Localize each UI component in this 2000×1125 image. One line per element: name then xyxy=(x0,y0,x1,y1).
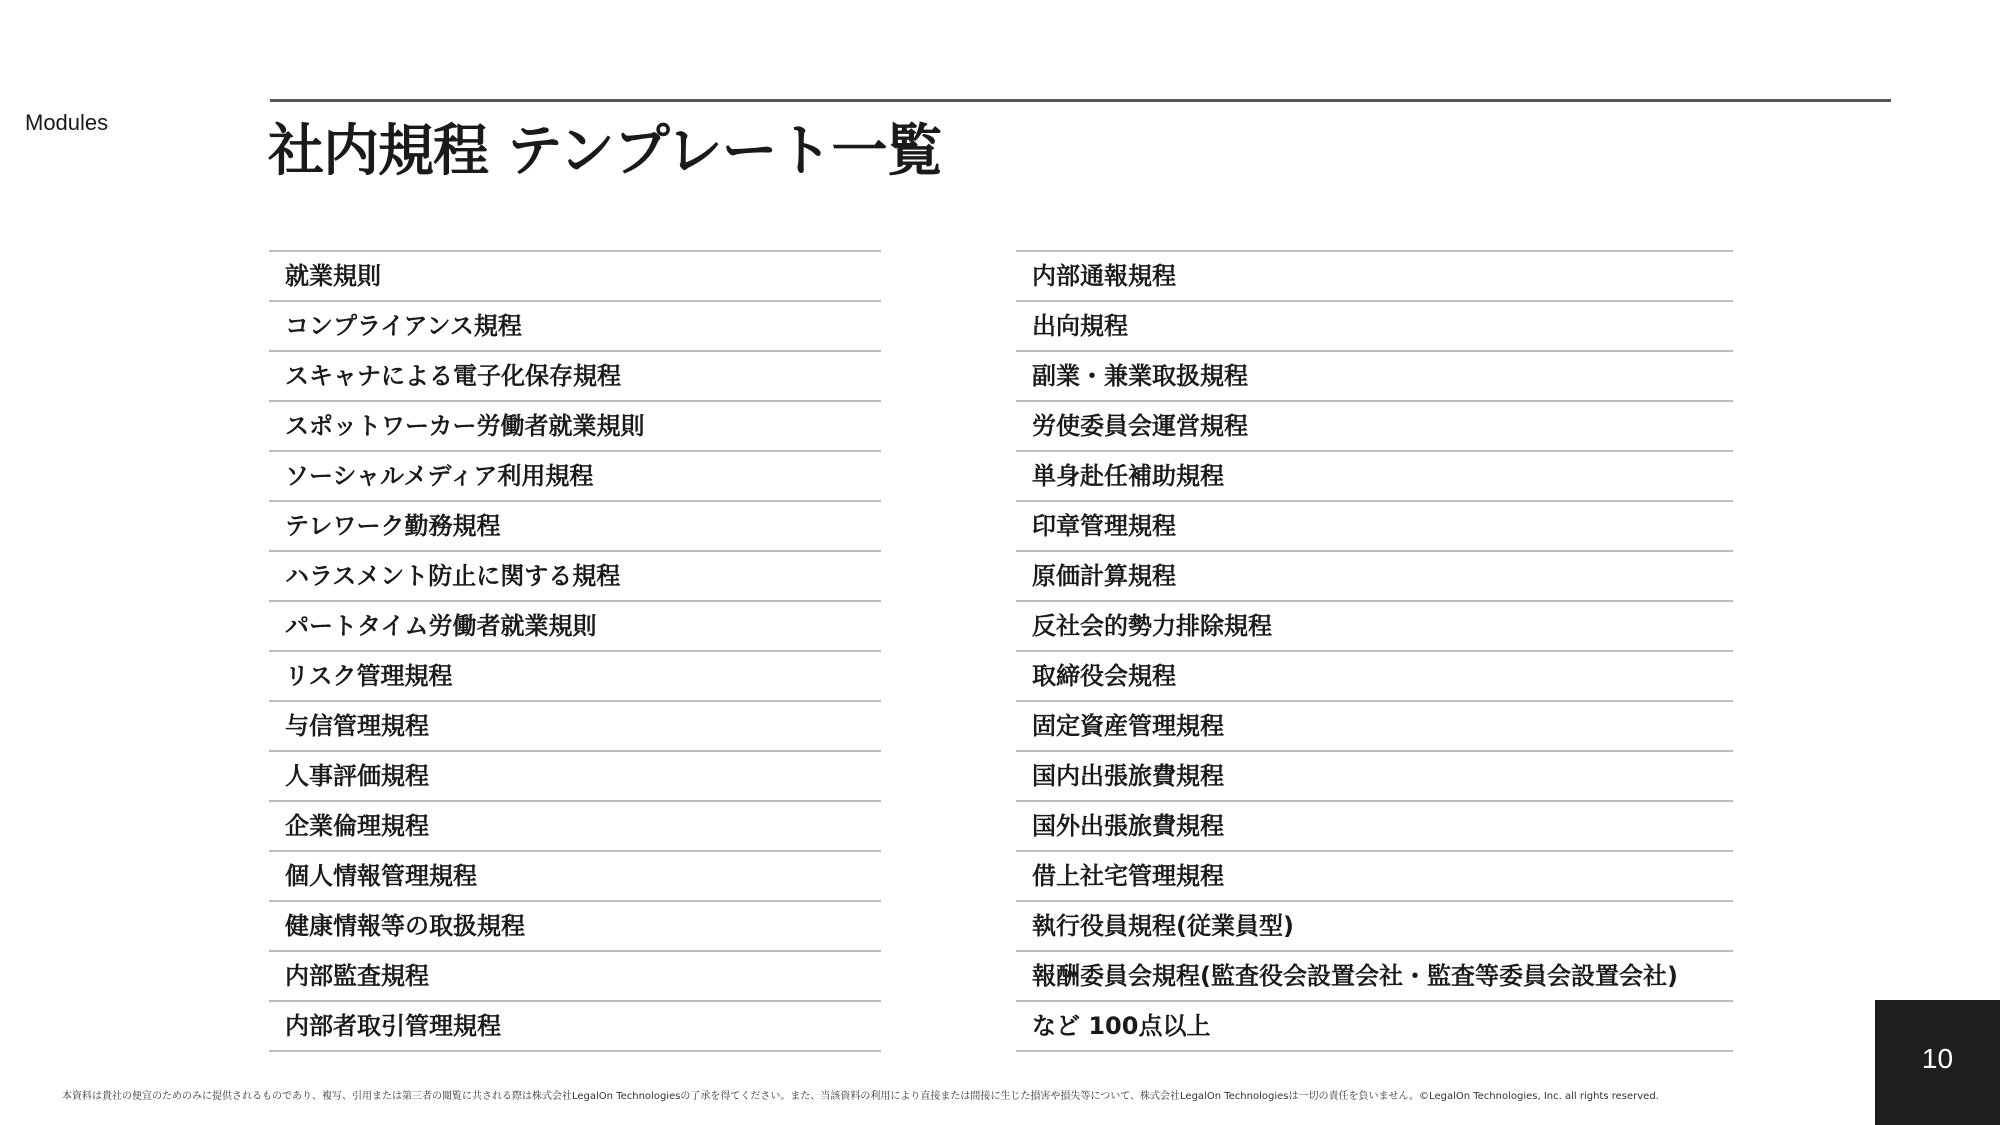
footer-disclaimer: 本資料は貴社の便宜のためのみに提供されるものであり、複写、引用または第三者の閲覧に共される際は株式会社LegalOn Technologiesの了承を得てください。また、当該資料の利用により直接または間接に生じた損害や損失等について、株式会社LegalOn Technologiesは一切の責任を負いません。©LegalOn Technologies, Inc. all rights reserved. xyxy=(62,1091,1659,1102)
page-title: 社内規程 テンプレート一覧 xyxy=(268,119,942,184)
page-number: 10 xyxy=(1921,1043,1954,1074)
list-item: 健康情報等の取扱規程 xyxy=(269,902,881,952)
list-item: 労使委員会運営規程 xyxy=(1016,402,1733,452)
list-item: 出向規程 xyxy=(1016,302,1733,352)
list-item: 就業規則 xyxy=(269,252,881,302)
list-item: 内部通報規程 xyxy=(1016,252,1733,302)
list-item: コンプライアンス規程 xyxy=(269,302,881,352)
list-item: 反社会的勢力排除規程 xyxy=(1016,602,1733,652)
list-item: ハラスメント防止に関する規程 xyxy=(269,552,881,602)
list-item: 原価計算規程 xyxy=(1016,552,1733,602)
list-item: ソーシャルメディア利用規程 xyxy=(269,452,881,502)
page-number-box xyxy=(1875,1000,2000,1125)
top-rule xyxy=(270,99,1891,102)
list-item: 副業・兼業取扱規程 xyxy=(1016,352,1733,402)
list-item: スポットワーカー労働者就業規則 xyxy=(269,402,881,452)
list-item: 借上社宅管理規程 xyxy=(1016,852,1733,902)
list-item: 報酬委員会規程(監査役会設置会社・監査等委員会設置会社) xyxy=(1016,952,1733,1002)
list-item: 個人情報管理規程 xyxy=(269,852,881,902)
list-item: など 100点以上 xyxy=(1016,1002,1733,1052)
list-item: 与信管理規程 xyxy=(269,702,881,752)
list-item: 人事評価規程 xyxy=(269,752,881,802)
section-label: Modules xyxy=(25,110,109,135)
list-item: 内部監査規程 xyxy=(269,952,881,1002)
list-item: 取締役会規程 xyxy=(1016,652,1733,702)
list-item: 固定資産管理規程 xyxy=(1016,702,1733,752)
list-item: 国外出張旅費規程 xyxy=(1016,802,1733,852)
list-item: 印章管理規程 xyxy=(1016,502,1733,552)
list-item: テレワーク勤務規程 xyxy=(269,502,881,552)
list-item: 単身赴任補助規程 xyxy=(1016,452,1733,502)
list-item: 執行役員規程(従業員型) xyxy=(1016,902,1733,952)
list-item: パートタイム労働者就業規則 xyxy=(269,602,881,652)
template-list-left xyxy=(269,250,881,1052)
list-item: リスク管理規程 xyxy=(269,652,881,702)
list-item: 国内出張旅費規程 xyxy=(1016,752,1733,802)
list-item: 内部者取引管理規程 xyxy=(269,1002,881,1052)
list-item: スキャナによる電子化保存規程 xyxy=(269,352,881,402)
list-item: 企業倫理規程 xyxy=(269,802,881,852)
template-list-right xyxy=(1016,250,1733,1052)
